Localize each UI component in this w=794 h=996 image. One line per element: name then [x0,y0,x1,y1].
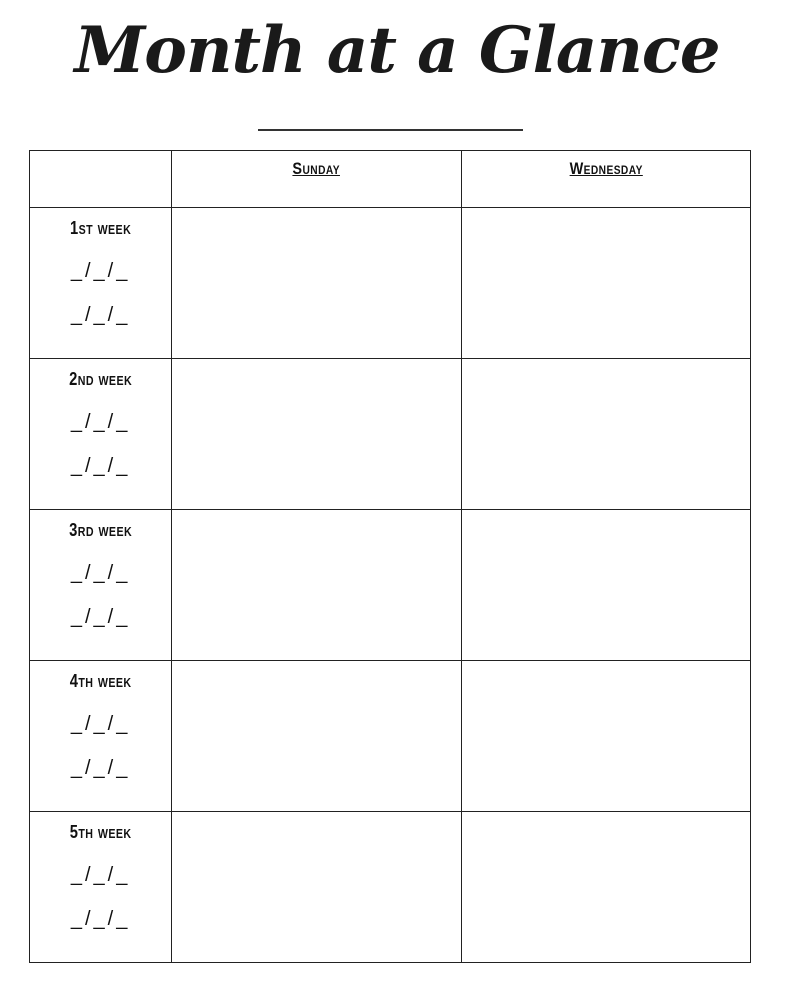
wednesday-cell[interactable] [461,812,750,963]
date-blank[interactable]: _/_/_ [70,864,131,886]
week-label: 3rd week [69,520,133,540]
date-blank[interactable]: _/_/_ [70,713,131,735]
week-row [30,812,751,963]
date-blank[interactable]: _/_/_ [70,411,131,433]
week-label-cell [30,359,172,510]
week-row [30,661,751,812]
date-blank[interactable]: _/_/_ [70,260,131,282]
date-blank[interactable]: _/_/_ [70,304,131,326]
week-label-cell [30,510,172,661]
wednesday-cell[interactable] [461,661,750,812]
sunday-cell[interactable] [172,812,461,963]
week-label: 1st week [69,218,132,238]
column-header-sunday: Sunday [172,151,461,208]
week-row [30,359,751,510]
header-row [30,151,751,208]
page-title: Month at a Glance [74,13,720,88]
week-row [30,510,751,661]
sunday-cell[interactable] [172,359,461,510]
week-label-cell [30,661,172,812]
corner-cell [30,151,172,208]
sunday-cell[interactable] [172,661,461,812]
month-grid [29,150,751,963]
week-label-cell [30,208,172,359]
date-blank[interactable]: _/_/_ [70,757,131,779]
month-name-blank-line[interactable] [258,129,523,131]
week-label-cell [30,812,172,963]
wednesday-cell[interactable] [461,359,750,510]
week-label: 2nd week [69,369,133,389]
wednesday-cell[interactable] [461,208,750,359]
week-row [30,208,751,359]
sunday-cell[interactable] [172,510,461,661]
sunday-cell[interactable] [172,208,461,359]
date-blank[interactable]: _/_/_ [70,606,131,628]
date-blank[interactable]: _/_/_ [70,908,131,930]
week-label: 5th week [69,822,132,842]
date-blank[interactable]: _/_/_ [70,455,131,477]
wednesday-cell[interactable] [461,510,750,661]
week-label: 4th week [69,671,132,691]
date-blank[interactable]: _/_/_ [70,562,131,584]
column-header-wednesday: Wednesday [461,151,750,208]
